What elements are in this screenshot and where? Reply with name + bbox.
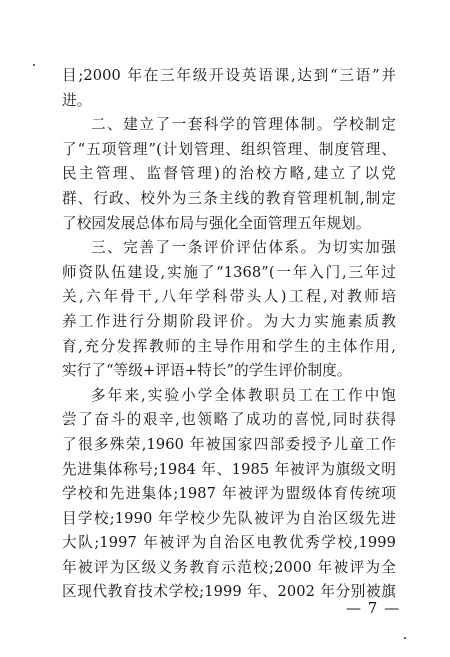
text-line: 育,充分发挥教师的主导作用和学生的主体作用, bbox=[62, 337, 396, 355]
scan-speck bbox=[404, 637, 406, 639]
text-line: 了很多殊荣,1960 年被国家四部委授予儿童工作 bbox=[62, 435, 396, 453]
text-line: 了“五项管理”(计划管理、组织管理、制度管理、 bbox=[62, 140, 396, 158]
text-line: 进。 bbox=[62, 91, 92, 109]
body-text bbox=[62, 64, 396, 605]
text-line: 师资队伍建设,实施了“1368”(一年入门,三年过 bbox=[62, 263, 396, 281]
text-line: 群、行政、校外为三条主线的教育管理机制,制定 bbox=[62, 189, 396, 207]
text-line: 先进集体称号;1984 年、1985 年被评为旗级文明 bbox=[62, 460, 396, 478]
page-number: — 7 — bbox=[346, 599, 401, 617]
text-line: 三、完善了一条评价评估体系。为切实加强 bbox=[91, 239, 396, 257]
text-line: 目学校;1990 年学校少先队被评为自治区级先进 bbox=[62, 509, 396, 527]
text-line: 关,六年骨干,八年学科带头人)工程,对教师培 bbox=[62, 288, 396, 306]
text-line: 年被评为区级义务教育示范校;2000 年被评为全 bbox=[62, 558, 396, 576]
text-line: 实行了“等级+评语+特长”的学生评价制度。 bbox=[62, 362, 352, 380]
text-line: 二、建立了一套科学的管理体制。学校制定 bbox=[91, 116, 396, 134]
text-line: 目;2000 年在三年级开设英语课,达到“三语”并 bbox=[62, 67, 396, 84]
scan-speck bbox=[33, 64, 35, 66]
text-line: 大队;1997 年被评为自治区电教优秀学校,1999 bbox=[62, 534, 396, 552]
text-line: 养工作进行分期阶段评价。为大力实施素质教 bbox=[62, 312, 396, 330]
text-line: 多年来,实验小学全体教职员工在工作中饱 bbox=[91, 386, 396, 404]
text-line: 尝了奋斗的艰辛,也领略了成功的喜悦,同时获得 bbox=[62, 411, 396, 429]
text-line: 民主管理、监督管理)的治校方略,建立了以党 bbox=[62, 165, 396, 183]
text-line: 学校和先进集体;1987 年被评为盟级体育传统项 bbox=[62, 485, 396, 503]
text-line: 区现代教育技术学校;1999 年、2002 年分别被旗 bbox=[62, 583, 396, 601]
text-line: 了校园发展总体布局与强化全面管理五年规划。 bbox=[62, 214, 371, 232]
